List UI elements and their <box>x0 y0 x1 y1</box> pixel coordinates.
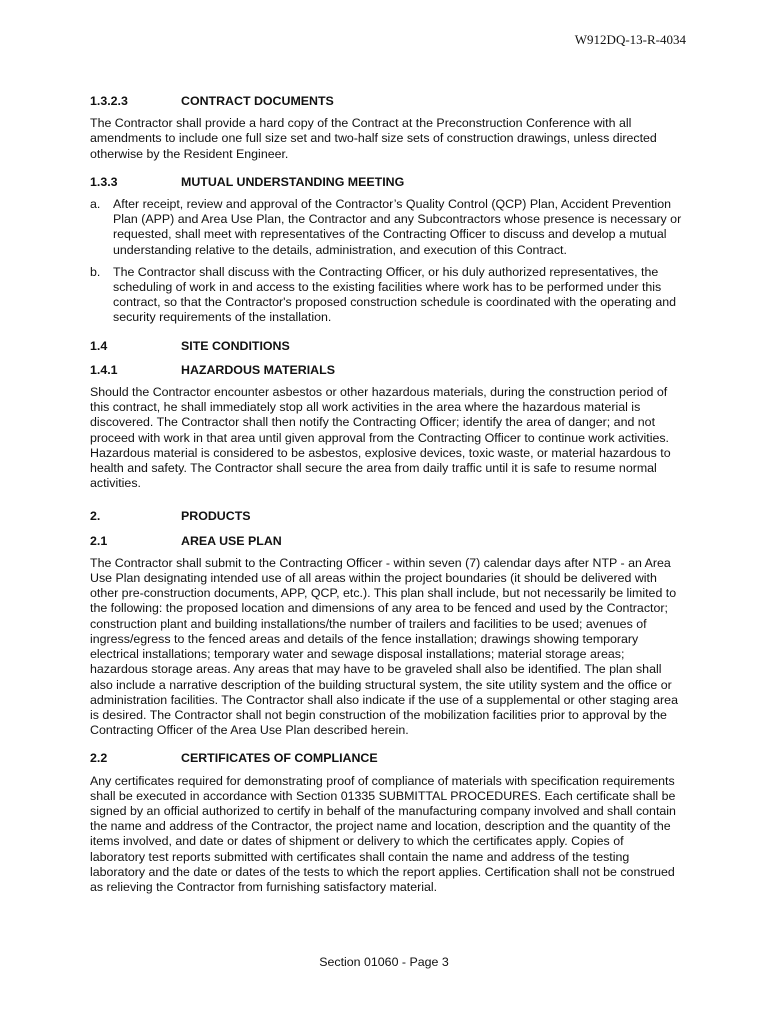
section-title: AREA USE PLAN <box>181 533 282 548</box>
list-item-letter: b. <box>90 264 101 279</box>
section-number: 2.1 <box>90 533 108 548</box>
section-heading-1-4-1 <box>90 363 682 378</box>
section-number: 2.2 <box>90 751 108 766</box>
section-title: PRODUCTS <box>181 509 251 524</box>
list-item-a <box>90 197 682 258</box>
section-title: SITE CONDITIONS <box>181 338 290 353</box>
document-code: W912DQ-13-R-4034 <box>574 32 686 47</box>
section-number: 1.3.2.3 <box>90 94 128 108</box>
list-item-text: The Contractor shall discuss with the Contracting Officer, or his duly authorized representatives, the scheduling of work in and access to the existing facilities where work has to be performed under this contract, so that the Contractor's proposed construction schedule is coordinated with the operating and security requirements of the installation. <box>113 264 677 325</box>
section-title: CERTIFICATES OF COMPLIANCE <box>181 751 378 766</box>
list-item-letter: a. <box>90 197 101 212</box>
paragraph-hazardous-materials: Should the Contractor encounter asbestos or other hazardous materials, during the construction period of this contract, he shall immediately stop all work activities in the area where the hazardous material is discovered. The Contractor shall then notify the Contracting Officer; identify the area of danger; and not proceed with work in that area until given approval from the Contracting Officer to continue work activities. Hazardous material is considered to be asbestos, explosive devices, toxic waste, or material hazardous to health and safety. The Contractor shall secure the area from daily traffic until it is safe to resume normal activities. <box>90 385 671 491</box>
section-title: CONTRACT DOCUMENTS <box>181 94 334 108</box>
section-title: HAZARDOUS MATERIALS <box>181 362 335 377</box>
paragraph-area-use-plan: The Contractor shall submit to the Contracting Officer - within seven (7) calendar days after NTP - an Area Use Plan designating intended use of all areas within the project boundaries (it should be delivered with other pre-construction documents, APP, QCP, etc.). This plan shall include, but not necessarily be limited to the following: the proposed location and dimensions of any area to be fenced and used by the Contractor; construction plant and building installations/the number of trailers and facilities to be used; avenues of ingress/egress to the fenced areas and details of the fence installation; drawings showing temporary electrical installations; temporary water and sewage disposal installations; material storage areas; hazardous storage areas. Any areas that may have to be graveled shall also be identified. The plan shall also include a narrative description of the building structural system, the site utility system and the office or administration facilities. The Contractor shall also indicate if the use of a supplemental or other staging area is desired. The Contractor shall not begin construction of the mobilization facilities prior to approval by the Contracting Officer of the Area Use Plan described herein. <box>90 555 678 738</box>
section-heading-1-3-2-3 <box>90 94 682 109</box>
section-number: 2. <box>90 509 101 524</box>
section-heading-2-2 <box>90 751 682 766</box>
section-heading-2-1 <box>90 534 682 549</box>
section-number: 1.3.3 <box>90 174 118 189</box>
document-body <box>90 94 682 908</box>
section-title: MUTUAL UNDERSTANDING MEETING <box>181 174 405 189</box>
section-heading-2 <box>90 509 682 524</box>
list-item-b <box>90 265 682 326</box>
section-heading-1-4 <box>90 339 682 354</box>
paragraph-certificates-of-compliance: Any certificates required for demonstrating proof of compliance of materials with specification requirements shall be executed in accordance with Section 01335 SUBMITTAL PROCEDURES. Each certificate shall be signed by an official authorized to certify in behalf of the manufacturing company involved and shall contain the name and address of the Contractor, the project name and location, description and the quantity of the items involved, and date or dates of shipment or delivery to which the certificates apply. Copies of laboratory test reports submitted with certificates shall contain the name and address of the testing laboratory and the date or dates of the tests to which the report applies. Certification shall not be construed as relieving the Contractor from furnishing satisfactory material. <box>90 773 676 894</box>
section-heading-1-3-3 <box>90 175 682 190</box>
list-item-text: After receipt, review and approval of the Contractor’s Quality Control (QCP) Plan, Accident Prevention Plan (APP) and Area Use Plan, the Contractor and any Subcontractors whose presence is necessary or requested, shall meet with representatives of the Contracting Officer to discuss and develop a mutual understanding relative to the details, administration, and execution of this Contract. <box>113 197 682 257</box>
section-number: 1.4.1 <box>90 362 118 377</box>
paragraph-contract-documents: The Contractor shall provide a hard copy of the Contract at the Preconstruction Conference with all amendments to include one full size set and two-half size sets of construction drawings, unless directed otherwise by the Resident Engineer. <box>90 116 657 161</box>
page-footer: Section 01060 - Page 3 <box>319 955 449 969</box>
section-number: 1.4 <box>90 338 108 353</box>
